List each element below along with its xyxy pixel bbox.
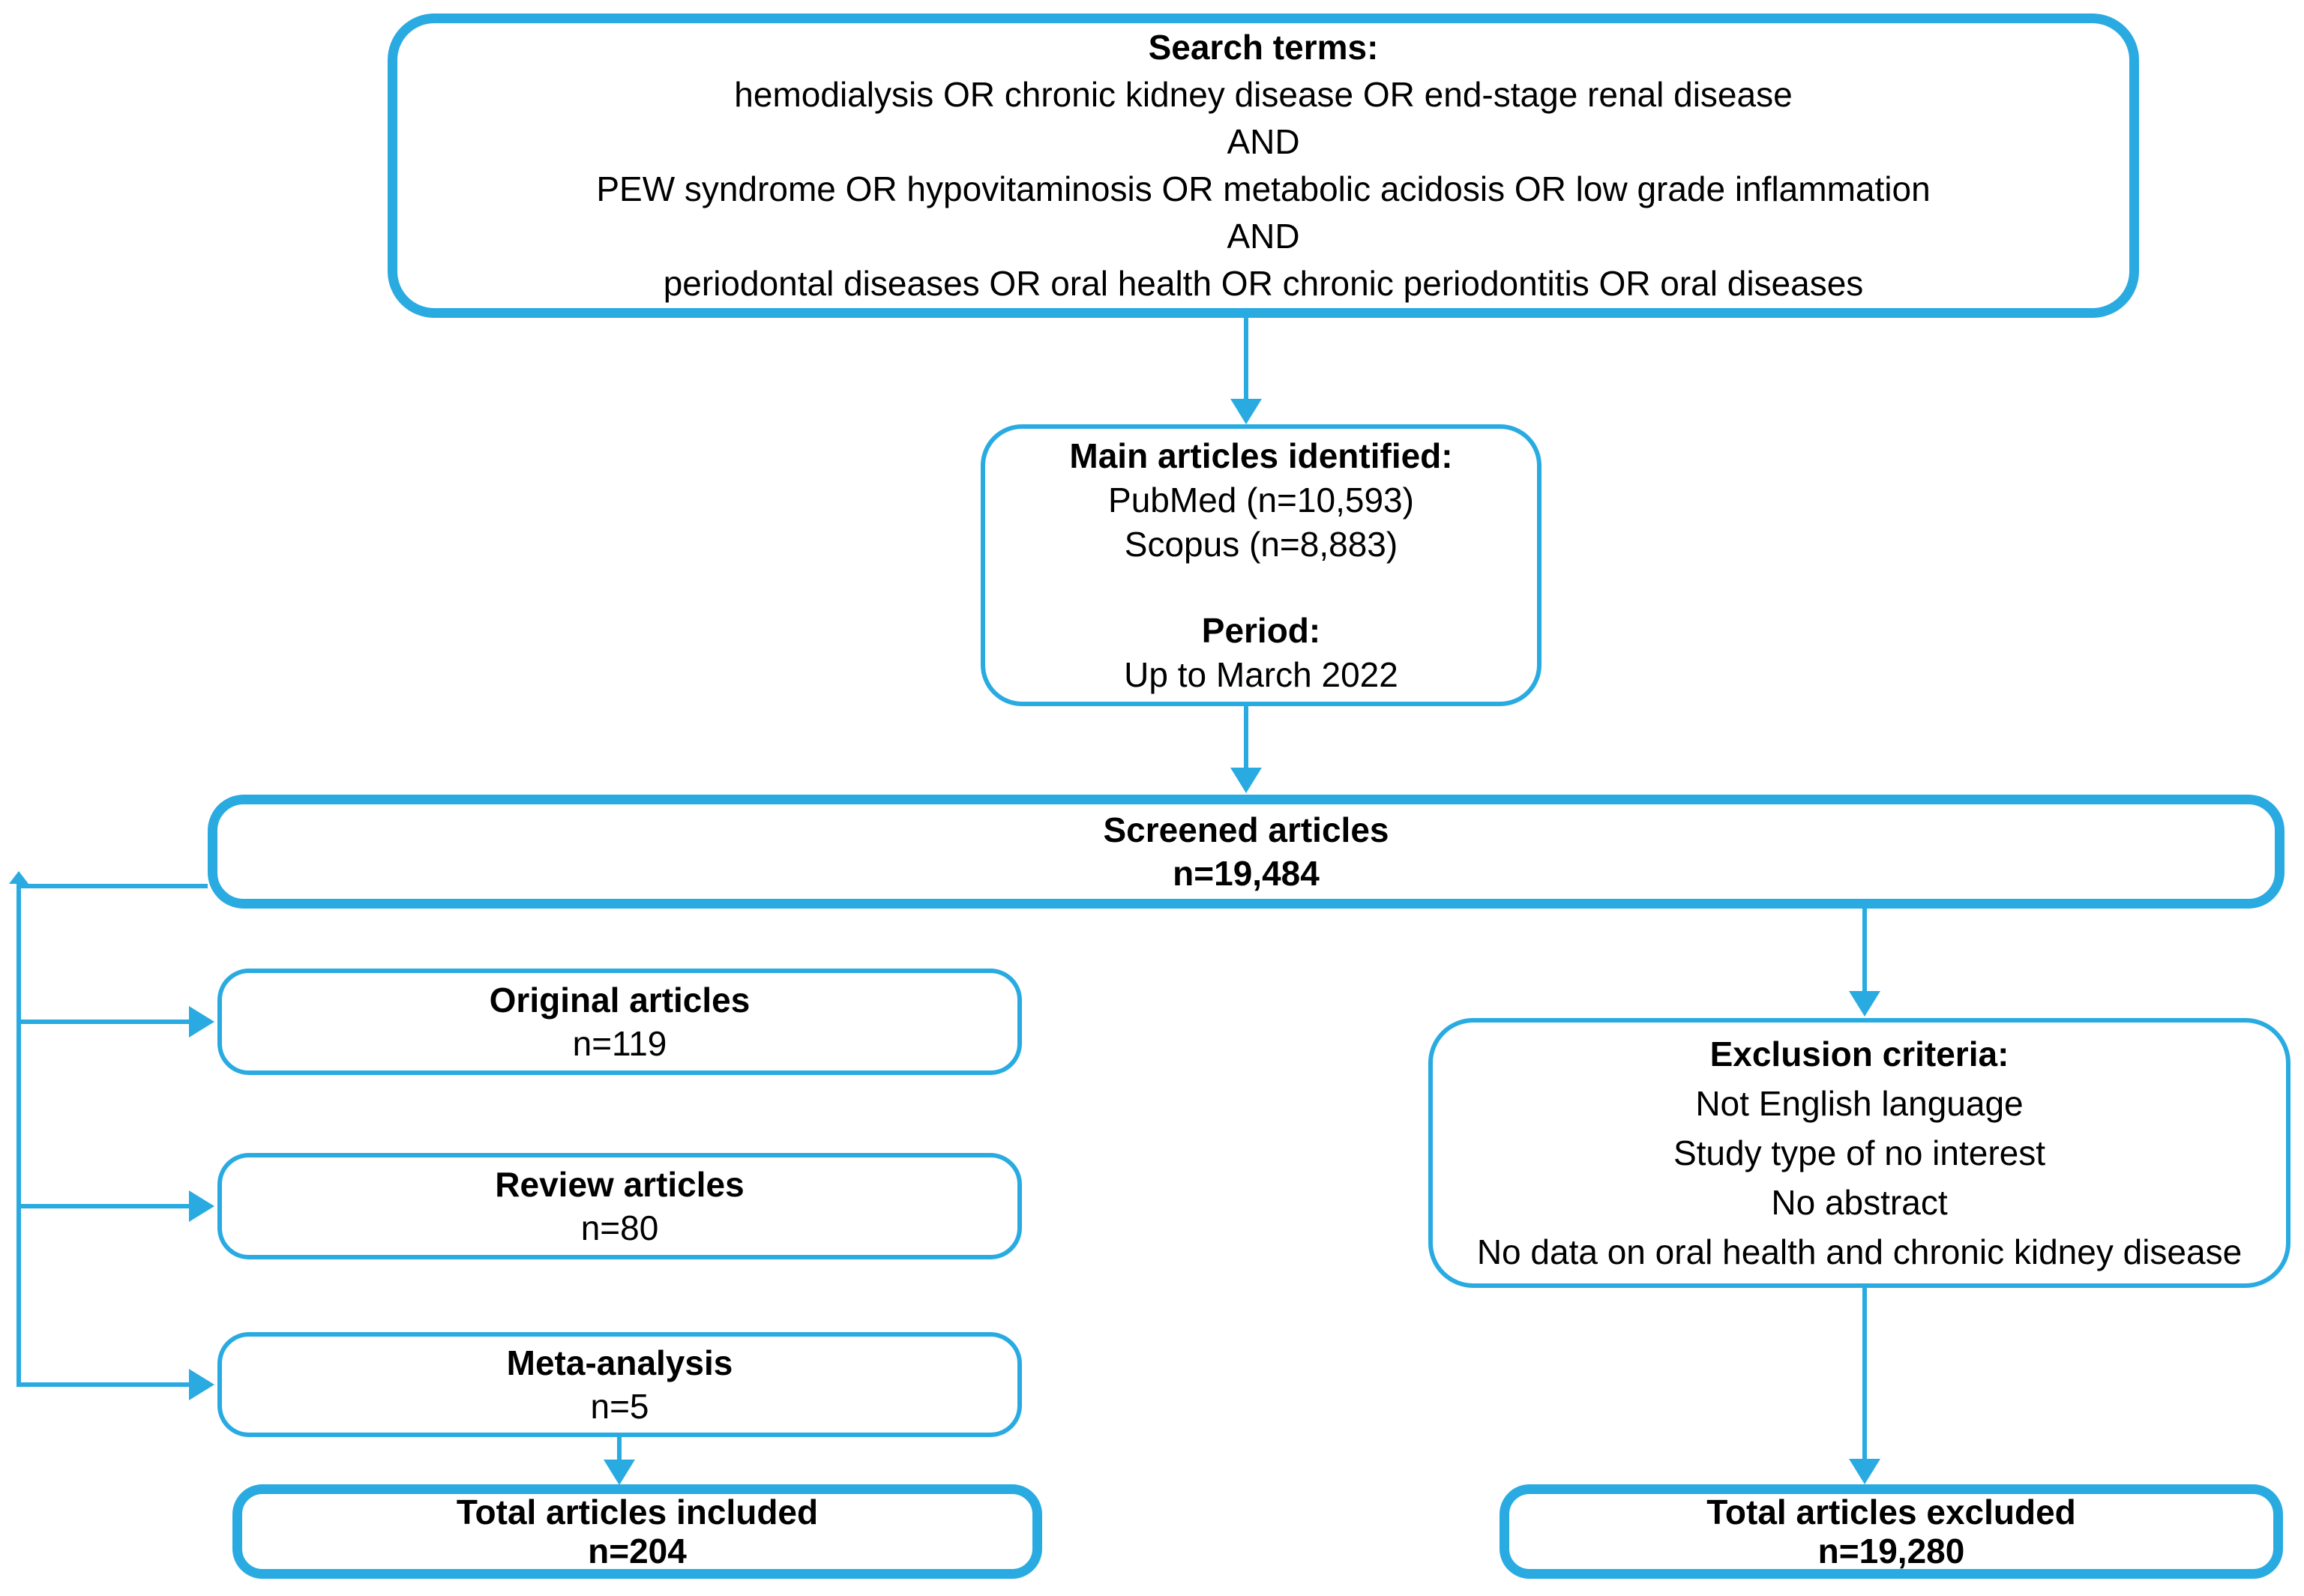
search-terms-title: Search terms: bbox=[1148, 28, 1379, 67]
total-excluded-box bbox=[1500, 1484, 2283, 1579]
review-count: n=80 bbox=[580, 1208, 659, 1247]
meta-count: n=5 bbox=[590, 1387, 649, 1426]
exclusion-item-3: No abstract bbox=[1771, 1183, 1948, 1222]
arrow-exclusion-to-excluded-head bbox=[1849, 1459, 1880, 1484]
included-count: n=204 bbox=[588, 1532, 687, 1571]
excluded-title: Total articles excluded bbox=[1706, 1493, 2076, 1532]
exclusion-item-1: Not English language bbox=[1695, 1084, 2024, 1123]
excluded-count: n=19,280 bbox=[1817, 1532, 1965, 1571]
arrow-rail-to-review-head bbox=[189, 1190, 214, 1222]
arrow-meta-to-included-line bbox=[617, 1437, 622, 1461]
arrow-identified-to-screened-head bbox=[1230, 768, 1262, 793]
arrow-identified-to-screened-line bbox=[1244, 706, 1248, 769]
identified-title: Main articles identified: bbox=[1069, 436, 1453, 475]
identified-scopus-count: Scopus (n=8,883) bbox=[1124, 524, 1398, 564]
arrow-search-to-identified-head bbox=[1230, 399, 1262, 424]
original-count: n=119 bbox=[572, 1024, 667, 1063]
boolean-operator-2: AND bbox=[1227, 217, 1300, 256]
rail-top-arrowhead bbox=[9, 871, 28, 884]
screened-articles-box bbox=[208, 795, 2285, 909]
exclusion-item-2: Study type of no interest bbox=[1673, 1133, 2046, 1172]
meta-analysis-box bbox=[217, 1332, 1022, 1437]
rail-top-horizontal-line bbox=[19, 884, 208, 888]
review-articles-box bbox=[217, 1153, 1022, 1259]
arrow-meta-to-included-head bbox=[604, 1460, 635, 1485]
exclusion-item-4: No data on oral health and chronic kidney disease bbox=[1476, 1232, 2243, 1271]
arrow-screened-to-exclusion-line bbox=[1862, 909, 1867, 993]
exclusion-title: Exclusion criteria: bbox=[1709, 1035, 2009, 1073]
search-query-line-2: PEW syndrome OR hypovitaminosis OR metabolic acidosis OR low grade inflammation bbox=[596, 169, 1931, 208]
exclusion-criteria-box bbox=[1428, 1018, 2291, 1288]
arrow-rail-to-review-line bbox=[21, 1204, 189, 1208]
meta-title: Meta-analysis bbox=[506, 1343, 733, 1382]
total-included-box bbox=[232, 1484, 1042, 1579]
arrow-rail-to-original-line bbox=[21, 1020, 189, 1024]
arrow-rail-to-meta-line bbox=[21, 1382, 189, 1387]
screened-count: n=19,484 bbox=[1173, 854, 1320, 893]
arrow-exclusion-to-excluded-line bbox=[1862, 1288, 1867, 1460]
period-value: Up to March 2022 bbox=[1124, 654, 1398, 694]
arrow-rail-to-original-head bbox=[189, 1006, 214, 1038]
arrow-search-to-identified-line bbox=[1244, 318, 1248, 400]
identified-pubmed-count: PubMed (n=10,593) bbox=[1108, 480, 1414, 520]
boolean-operator-1: AND bbox=[1227, 122, 1300, 161]
included-title: Total articles included bbox=[456, 1493, 819, 1532]
search-terms-box bbox=[388, 13, 2139, 318]
search-query-line-3: periodontal diseases OR oral health OR chronic periodontitis OR oral diseases bbox=[663, 264, 1864, 303]
search-query-line-1: hemodialysis OR chronic kidney disease OR end-stage renal disease bbox=[734, 75, 1793, 114]
arrow-screened-to-exclusion-head bbox=[1849, 991, 1880, 1017]
original-articles-box bbox=[217, 969, 1022, 1075]
rail-vertical-line bbox=[16, 884, 21, 1387]
main-articles-identified-box bbox=[981, 424, 1541, 706]
period-label: Period: bbox=[1201, 610, 1321, 650]
screened-title: Screened articles bbox=[1103, 810, 1389, 849]
original-title: Original articles bbox=[489, 981, 751, 1020]
review-title: Review articles bbox=[495, 1165, 745, 1204]
arrow-rail-to-meta-head bbox=[189, 1369, 214, 1400]
